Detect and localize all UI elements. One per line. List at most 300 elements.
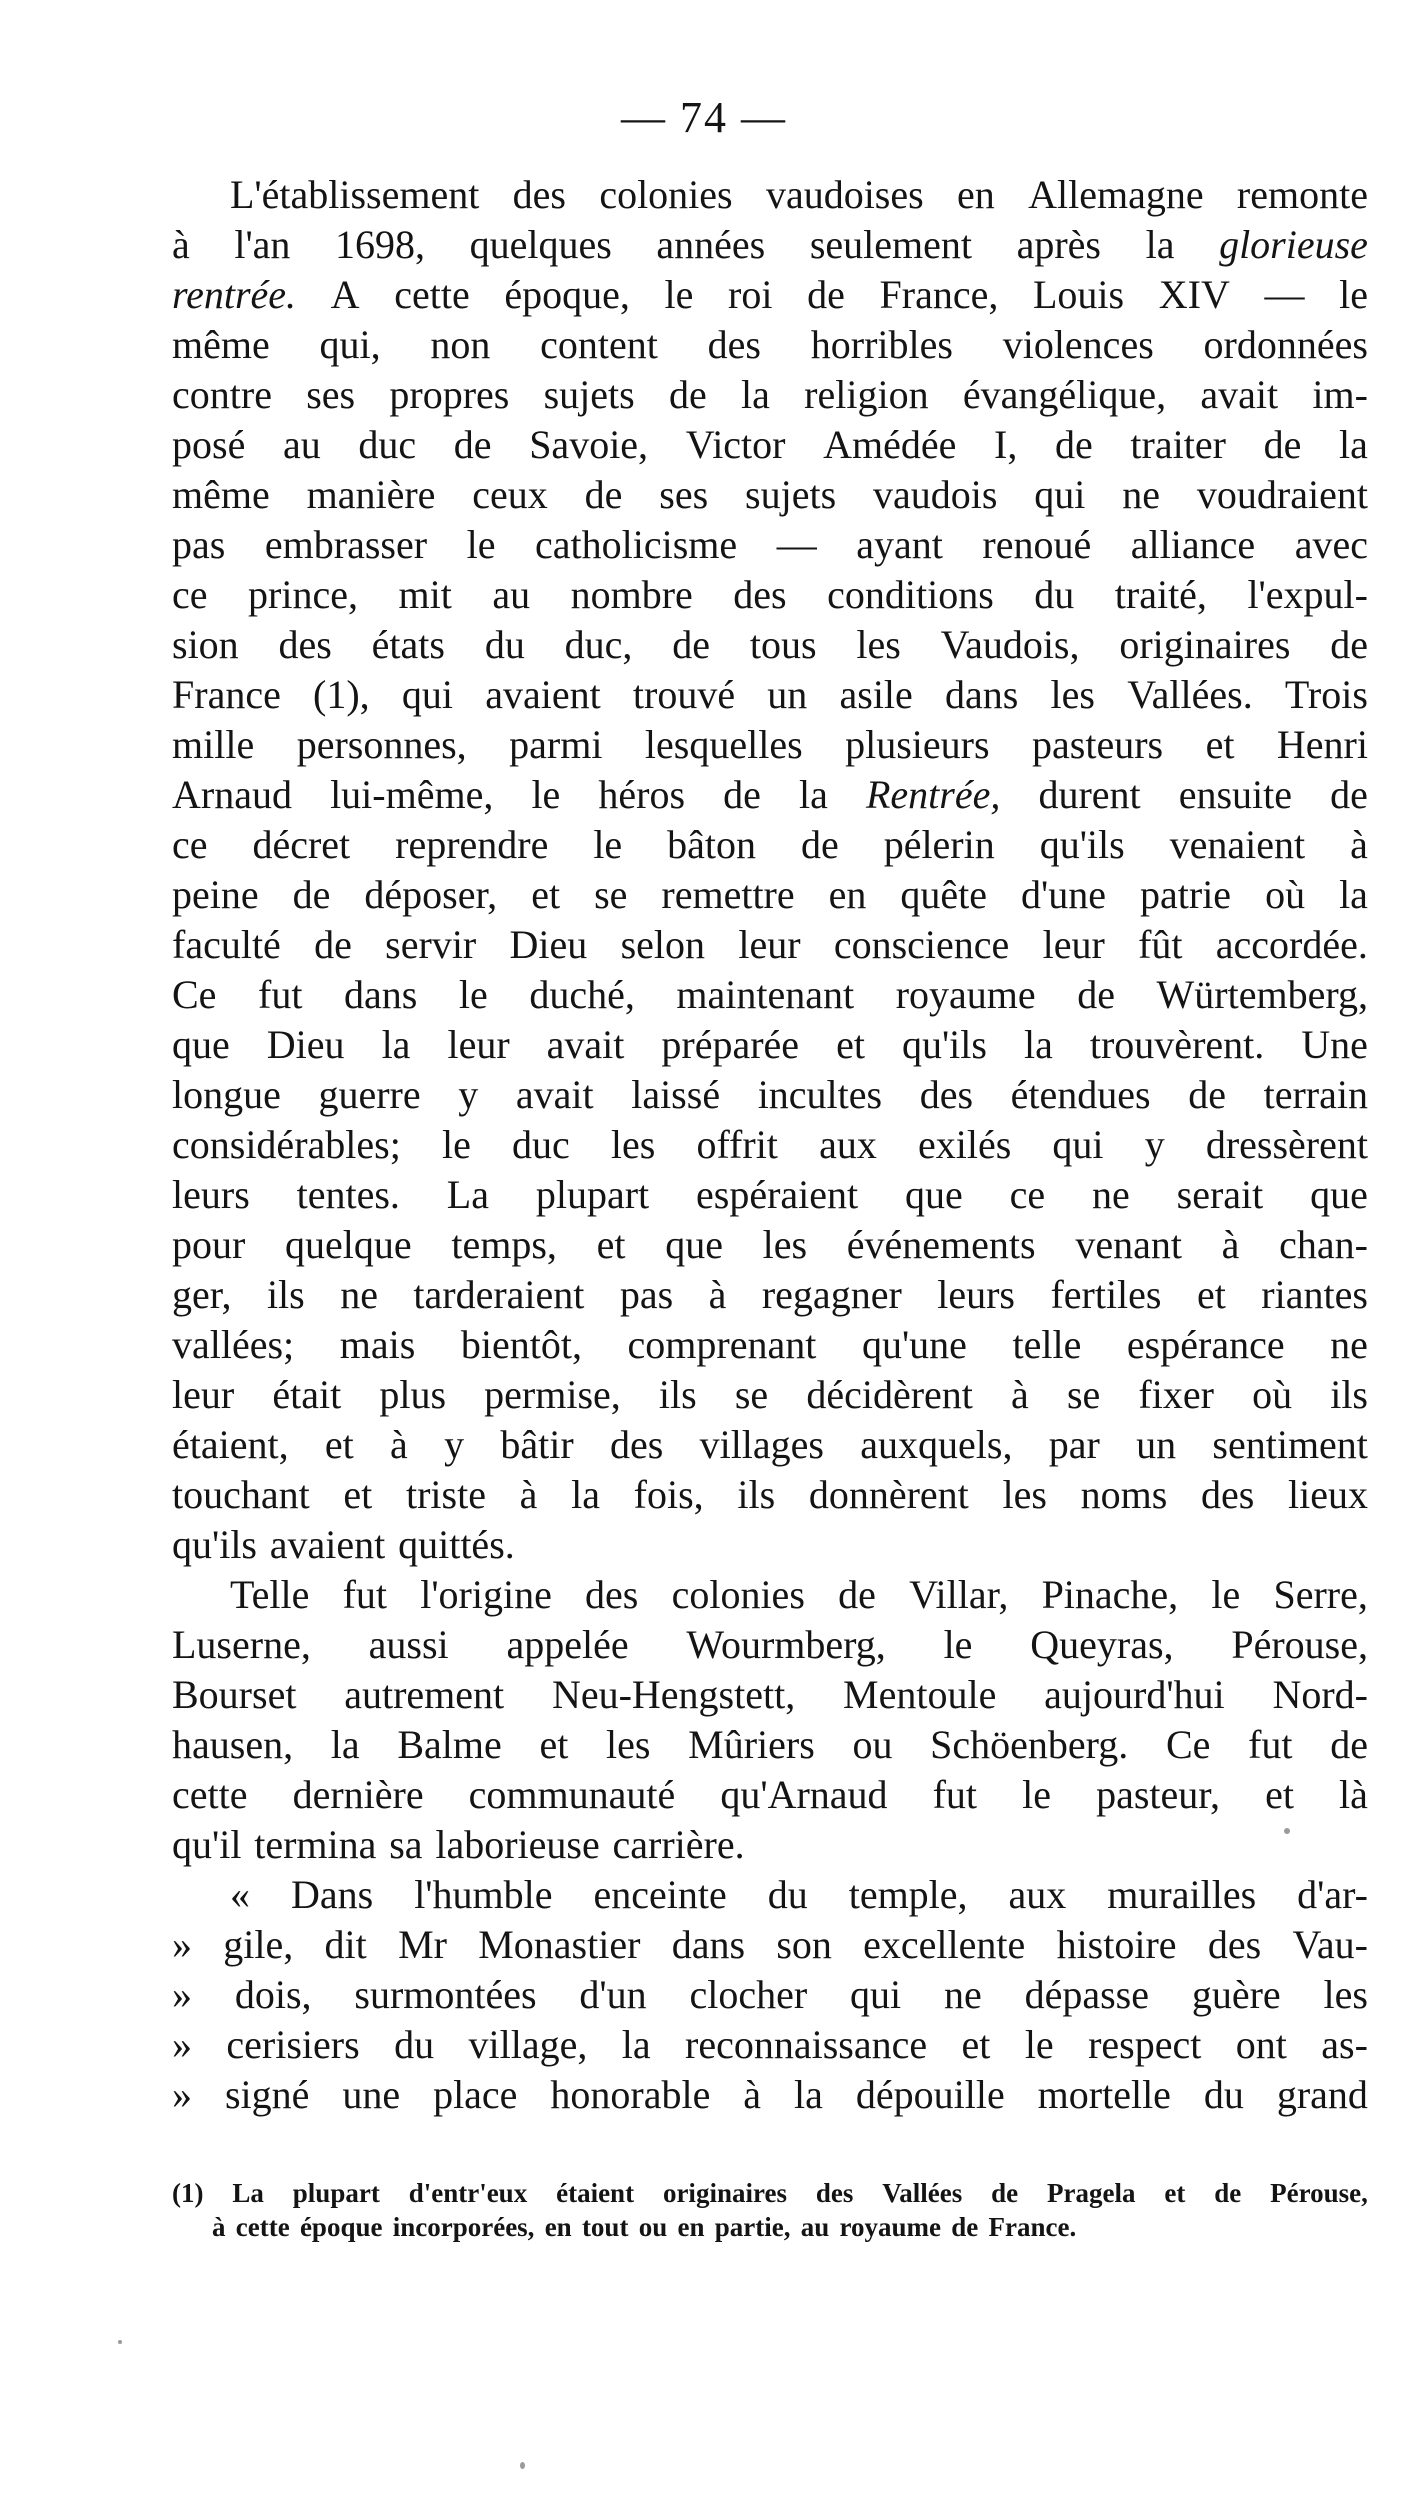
word: la [571,1472,600,1517]
word: et [324,1422,354,1467]
word: Queyras, [1030,1622,1174,1667]
word: place [433,2072,518,2117]
word: un [1136,1422,1177,1467]
text-line [172,1270,1368,1320]
word: ou [638,2212,668,2242]
word: y [1144,1122,1165,1167]
word: l'origine [420,1572,552,1617]
word: reprendre [395,822,549,867]
word: à [1221,1222,1240,1267]
word: ne [1092,1172,1130,1217]
word: sion [172,622,239,667]
word: et [343,1472,373,1517]
word: qu'ils [1039,822,1125,867]
text-line [172,1170,1368,1220]
word: Pérouse, [1231,1622,1368,1667]
word: d'entr'eux [408,2178,528,2208]
text-line [172,1570,1368,1620]
text-line [172,1970,1368,2020]
word: serait [1176,1172,1264,1217]
word: pasteurs [1032,722,1164,767]
word: accordée. [1215,922,1368,967]
word: fixer [1138,1372,1214,1417]
word: déposer, [364,872,498,917]
word: Neu-Hengstett, [551,1672,796,1717]
word: remettre [661,872,795,917]
word: ensuite [1178,772,1293,817]
word: mortelle [1037,2072,1171,2117]
word: ils [737,1472,776,1517]
word: même [172,322,270,367]
word: de [314,922,352,967]
word: (1), [313,672,370,717]
word: de [1263,422,1302,467]
word: Serre, [1273,1572,1368,1617]
word: reconnaissance [685,2022,928,2067]
word: espéraient [696,1172,859,1217]
word: Luserne, [172,1622,311,1667]
word: XIV [1158,272,1230,317]
word: asile [839,672,913,717]
word: et [539,1722,569,1767]
word: L'établissement [230,172,480,217]
word: la [741,372,770,417]
word: dépasse [1024,1972,1149,2017]
word: à [390,1422,408,1467]
word: les [606,1722,651,1767]
word: Nord- [1272,1672,1368,1717]
word: Telle [230,1572,310,1617]
word: les [856,622,901,667]
word: traité, [1114,572,1207,617]
word: que [665,1222,723,1267]
word: servir [385,922,477,967]
word: tentes. [296,1172,400,1217]
word: non [430,322,491,367]
text-line [172,870,1368,920]
word: Balme [397,1722,502,1767]
text-line [172,1920,1368,1970]
word: murailles [1107,1872,1257,1917]
word: dit [324,1922,367,1967]
print-speck [1284,1828,1290,1834]
word: as- [1321,2022,1368,2067]
word: ils [1330,1372,1368,1417]
word: prince, [248,572,358,617]
word: l'expul- [1247,572,1368,617]
footnote [172,2176,1368,2244]
word: village, [468,2022,588,2067]
word: mille [172,722,255,767]
word: leur [447,1022,510,1067]
word: regagner [761,1272,902,1317]
word: bâton [667,822,757,867]
word: Louis [1032,272,1125,317]
word: France. [988,2212,1077,2242]
word: guerre [318,1072,421,1117]
word: en [544,2212,572,2242]
word: clocher [689,1972,808,2017]
word: enceinte [593,1872,727,1917]
text-line [172,620,1368,670]
word: faculté [172,922,281,967]
word: originaires [1119,622,1291,667]
word: après [1016,222,1101,267]
word: des [1207,1922,1262,1967]
word: des [609,1422,664,1467]
text-line [172,1070,1368,1120]
word: étendues [1010,1072,1151,1117]
body-text [172,170,1368,2120]
word: guère [1191,1972,1281,2017]
word: propres [389,372,510,417]
word: qu'Arnaud [720,1772,888,1817]
word: espérance [1126,1322,1285,1367]
word: le [1022,1772,1051,1817]
word: évangélique, [962,372,1167,417]
word: — [776,522,817,567]
word: ses [659,472,709,517]
text-line [172,1020,1368,1070]
word: Schöenberg. [930,1722,1129,1767]
word: ont [1235,2022,1287,2067]
text-line [172,420,1368,470]
word: leur [738,922,801,967]
word: renoué [982,522,1092,567]
word: à [172,222,190,267]
word: auxquels, [860,1422,1013,1467]
word: Dieu [266,1022,345,1067]
word: avait [515,1072,594,1117]
word: qu'une [861,1322,967,1367]
word: ger, [172,1272,232,1317]
word: aussi [368,1622,449,1667]
word: mais [339,1322,416,1367]
word: des [733,572,787,617]
word: horribles [810,322,953,367]
word: » [172,2022,192,2067]
word: donnèrent [808,1472,969,1517]
word: des [919,1072,974,1117]
word: pas [172,522,226,567]
word: d'ar- [1297,1872,1368,1917]
word: sa [389,1822,423,1867]
text-line [172,1470,1368,1520]
word: aux [819,1122,877,1167]
word: originaires [662,2178,787,2208]
word: le [1024,2022,1054,2067]
word: pasteur, [1096,1772,1220,1817]
word: alliance [1130,522,1256,567]
word: dépouille [855,2072,1005,2117]
word: étaient [556,2178,635,2208]
word: Wourmberg, [686,1622,886,1667]
text-line [172,1670,1368,1720]
word: où [1265,872,1306,917]
word: Savoie, [529,422,649,467]
word: traiter [1130,422,1226,467]
word: duché, [529,972,635,1017]
word: qui [1052,1122,1104,1167]
word: les [1050,672,1095,717]
word: qui [401,672,453,717]
word: personnes, [296,722,467,767]
text-line [172,1220,1368,1270]
word: de [1055,422,1093,467]
word: avec [1294,522,1368,567]
word: de [951,2212,979,2242]
word: Henri [1276,722,1368,767]
word: la [1338,422,1368,467]
word: considérables; [172,1122,401,1167]
word: signé [224,2072,310,2117]
word: et [1205,722,1235,767]
word: bientôt, [460,1322,582,1367]
word: selon [620,922,706,967]
word: » [172,1922,192,1967]
word: longue [172,1072,281,1117]
word: états [371,622,445,667]
word: pas [619,1272,674,1317]
word: fertiles [1050,1272,1162,1317]
word: terrain [1263,1072,1368,1117]
word: décret [252,822,351,867]
word: temps, [451,1222,557,1267]
word: fut [342,1572,388,1617]
word: bâtir [500,1422,574,1467]
word: exilés [917,1122,1012,1167]
word: en [677,2212,705,2242]
word: mit [398,572,452,617]
word: plupart [535,1172,650,1217]
word: dans [671,1922,746,1967]
word: des [585,1572,639,1617]
word: à [1011,1372,1029,1417]
word: im- [1312,372,1368,417]
word: événements [846,1222,1036,1267]
word: plusieurs [845,722,990,767]
word: y [458,1072,479,1117]
word: honorable [550,2072,711,2117]
word: permise, [484,1372,621,1417]
word: villages [699,1422,824,1467]
word: la [1145,222,1175,267]
word: quelques [469,222,612,267]
word: son [776,1922,832,1967]
word: cette [235,2212,290,2242]
word: lui-même, [330,772,494,817]
word: hausen, [172,1722,294,1767]
word: tous [749,622,817,667]
text-line [172,820,1368,870]
word: quittés. [398,1522,515,1567]
word: laborieuse [435,1822,600,1867]
word: avait [546,1022,625,1067]
word: cette [172,1772,248,1817]
word: fois, [633,1472,704,1517]
word: la [1023,1022,1053,1067]
word: de [1330,772,1368,817]
word: quête [900,872,988,917]
word: conscience [833,922,1010,967]
word: triste [405,1472,486,1517]
word: fut [1248,1722,1293,1767]
word: fut [932,1772,978,1817]
word: ils [658,1372,697,1417]
print-speck [118,2340,122,2344]
word: qu'ils [901,1022,987,1067]
word: roi [728,272,773,317]
word: des [707,322,761,367]
word: plus [379,1372,447,1417]
word: leur [1042,922,1105,967]
word: colonies [671,1572,805,1617]
word: époque, [504,272,630,317]
word: du [1203,2072,1244,2117]
word: ne [943,1972,982,2017]
word: le [458,972,488,1017]
word: touchant [172,1472,310,1517]
word: des [278,622,332,667]
word: dernière [292,1772,424,1817]
word: telle [1012,1322,1082,1367]
text-line [172,1520,1368,1570]
word: au [800,2212,830,2242]
word: I, [994,422,1018,467]
word: qu'ils [172,1522,257,1567]
word: décidèrent [806,1372,973,1417]
word: Ce [1165,1722,1211,1767]
word: histoire [1056,1922,1177,1967]
word: grand [1276,2072,1368,2117]
word: et [596,1222,626,1267]
page-number: — 74 — [621,93,787,142]
word: posé [172,422,246,467]
word: manière [306,472,436,517]
word: seulement [809,222,972,267]
text-line [172,2070,1368,2120]
word: et [1196,1272,1226,1317]
word: Mentoule [843,1672,997,1717]
word: dressèrent [1205,1122,1368,1167]
word: parmi [509,722,603,767]
word: ou [852,1722,893,1767]
word: le [531,772,561,817]
word: nombre [570,572,693,617]
text-line [172,920,1368,970]
word: de [991,2178,1019,2208]
word: conditions [827,572,994,617]
word: chan- [1279,1222,1368,1267]
word: où [1252,1372,1293,1417]
word: un [767,672,808,717]
text-line [172,1620,1368,1670]
word: termina [254,1822,377,1867]
word: voudraient [1196,472,1368,517]
word: aux [1008,1872,1067,1917]
word: duc [511,1122,570,1167]
word: années [656,222,766,267]
word: (1) [172,2178,204,2208]
word: excellente [863,1922,1026,1967]
word: pélerin [883,822,995,867]
word: se [734,1372,769,1417]
word: les [610,1122,656,1167]
word: de [672,622,710,667]
word: Pérouse, [1270,2178,1368,2208]
word: peine [172,872,259,917]
word: La [232,2178,264,2208]
word: à [519,1472,538,1517]
word: la [381,1022,411,1067]
word: venaient [1169,822,1306,867]
word: la [1339,872,1368,917]
word: Monastier [478,1922,641,1967]
word: y [444,1422,465,1467]
word: colonies [599,172,733,217]
word: de [584,472,623,517]
word: en [957,172,995,217]
word: France, [879,272,999,317]
word: vallées; [172,1322,295,1367]
word: leurs [172,1172,250,1217]
word: l'an [234,222,291,267]
word: Allemagne [1028,172,1204,217]
word: que [905,1172,963,1217]
word: des [1200,1472,1255,1517]
word: Würtemberg, [1156,972,1368,1017]
word: que [1310,1172,1368,1217]
text-line [172,1820,1368,1870]
word: Dans [290,1872,374,1917]
word: de [807,272,845,317]
word: sentiment [1212,1422,1368,1467]
text-line [172,520,1368,570]
word: Vallées [882,2178,963,2208]
word: content [540,322,658,367]
footnote-line [172,2210,1368,2244]
word: étaient, [172,1422,289,1467]
word: de [1077,972,1115,1017]
word: par [1048,1422,1100,1467]
word: Vau- [1292,1922,1368,1967]
text-line [172,1320,1368,1370]
word: rentrée. [172,272,297,317]
word: vaudoises [765,172,924,217]
word: vaudois [873,472,998,517]
word: ne [1330,1322,1368,1367]
word: d'un [579,1972,647,2017]
word: royaume [895,972,1036,1017]
word: de [1214,2178,1242,2208]
word: plupart [292,2178,380,2208]
word: pour [172,1222,246,1267]
word: qu'il [172,1822,242,1867]
word: l'humble [414,1872,553,1917]
word: Ce [172,972,217,1017]
word: 1698, [335,222,426,267]
word: dans [945,672,1019,717]
word: la [799,772,828,817]
word: là [1339,1772,1368,1817]
word: de [838,1572,876,1617]
word: laissé [631,1072,721,1117]
word: France [172,672,281,717]
word: avaient [269,1522,386,1567]
footnote-line [172,2176,1368,2210]
word: de [723,772,761,817]
word: de [1330,1722,1368,1767]
